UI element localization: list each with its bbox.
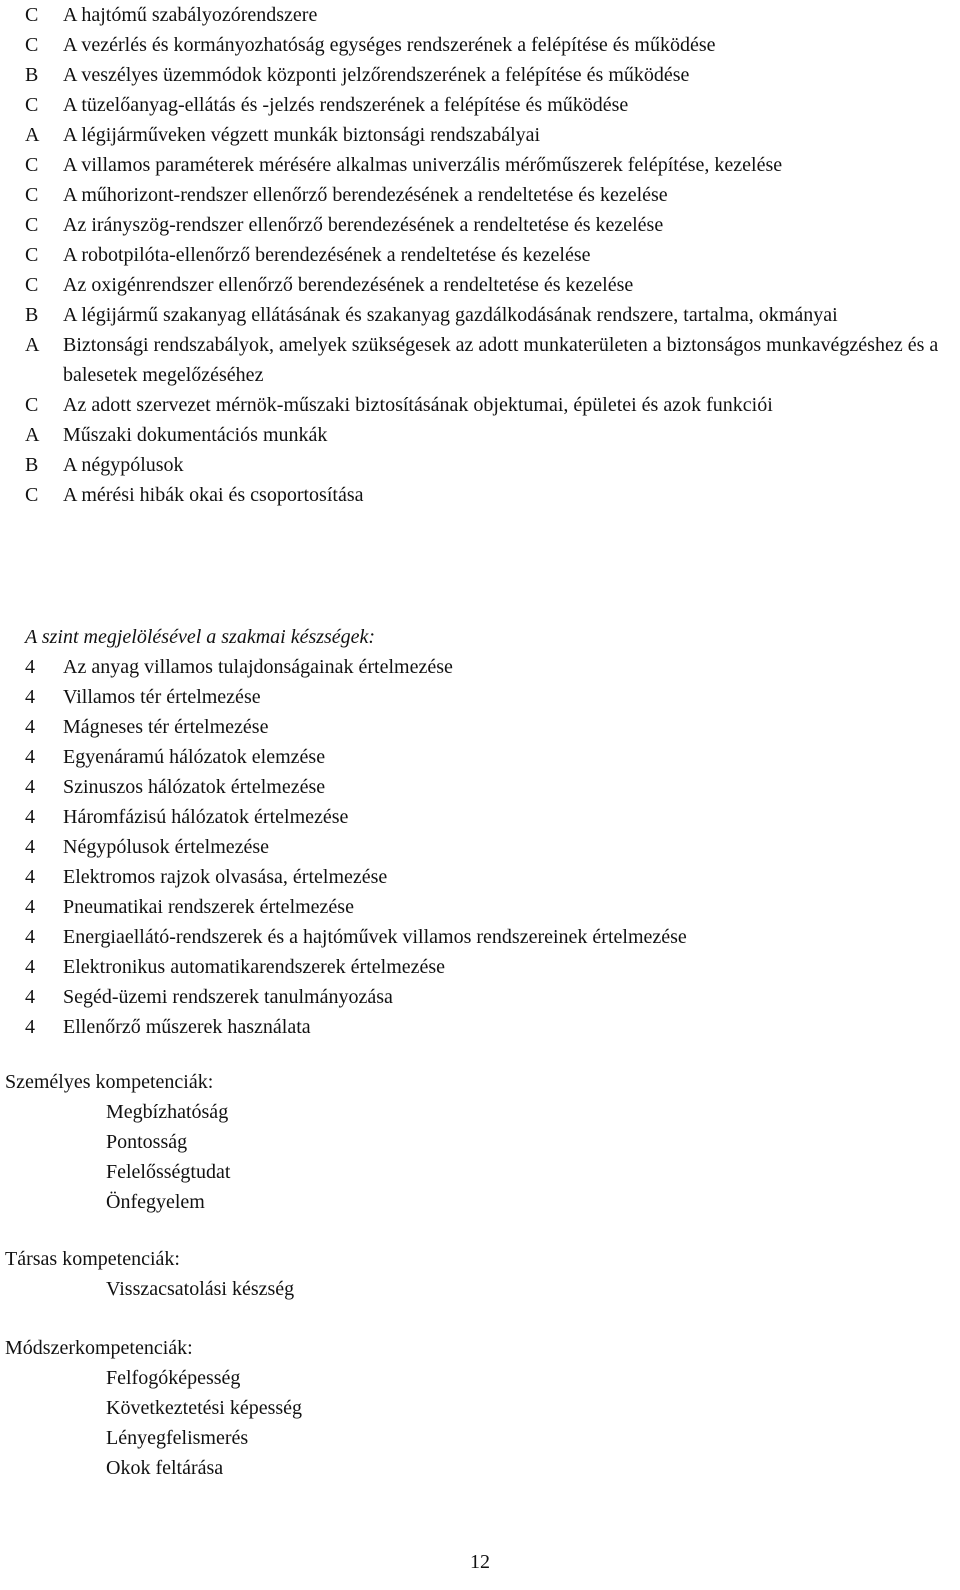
skill-level: 4 [25, 716, 35, 738]
skill-text: Elektromos rajzok olvasása, értelmezése [63, 866, 388, 888]
knowledge-item [0, 330, 960, 390]
knowledge-level: C [25, 214, 39, 236]
skills-heading: A szint megjelölésével a szakmai készségek: [25, 626, 376, 648]
skill-item [0, 682, 960, 712]
competency-item: Pontosság [106, 1131, 188, 1153]
skill-level: 4 [25, 686, 35, 708]
skill-text: Pneumatikai rendszerek értelmezése [63, 896, 354, 918]
skill-level: 4 [25, 836, 35, 858]
skill-level: 4 [25, 986, 35, 1008]
knowledge-text: Biztonsági rendszabályok, amelyek szükségesek az adott munkaterületen a biztonságos munkavégzéshez és a balesetek megelőzéséhez [63, 334, 939, 386]
skill-item [0, 832, 960, 862]
skill-text: Energiaellátó-rendszerek és a hajtóművek villamos rendszereinek értelmezése [63, 926, 687, 948]
knowledge-item [0, 210, 960, 240]
knowledge-text: A légijárműveken végzett munkák biztonsági rendszabályai [63, 124, 541, 146]
social-competencies-heading: Társas kompetenciák: [5, 1248, 180, 1270]
knowledge-item [0, 300, 960, 330]
knowledge-item [0, 480, 960, 510]
skill-level: 4 [25, 746, 35, 768]
knowledge-item [0, 120, 960, 150]
competency-item: Felfogóképesség [106, 1367, 241, 1389]
skill-item [0, 892, 960, 922]
knowledge-level: C [25, 4, 39, 26]
knowledge-text: A hajtómű szabályozórendszere [63, 4, 318, 26]
skill-item [0, 802, 960, 832]
knowledge-text: A villamos paraméterek mérésére alkalmas univerzális mérőműszerek felépítése, kezelése [63, 154, 783, 176]
skill-level: 4 [25, 806, 35, 828]
knowledge-level: C [25, 34, 39, 56]
skill-level: 4 [25, 1016, 35, 1038]
knowledge-text: Az oxigénrendszer ellenőrző berendezésének a rendeltetése és kezelése [63, 274, 634, 296]
knowledge-level: C [25, 394, 39, 416]
competency-item: Lényegfelismerés [106, 1427, 249, 1449]
knowledge-level: C [25, 94, 39, 116]
skill-level: 4 [25, 656, 35, 678]
skill-level: 4 [25, 926, 35, 948]
skills-list [0, 652, 960, 1042]
knowledge-item [0, 30, 960, 60]
method-competencies [5, 1333, 945, 1483]
knowledge-item [0, 420, 960, 450]
skill-item [0, 652, 960, 682]
skill-item [0, 982, 960, 1012]
knowledge-item [0, 150, 960, 180]
competency-item: Következtetési képesség [106, 1397, 303, 1419]
skill-level: 4 [25, 956, 35, 978]
competency-item: Okok feltárása [106, 1457, 224, 1479]
personal-competencies [5, 1067, 945, 1217]
skill-item [0, 712, 960, 742]
page-number: 12 [470, 1551, 490, 1573]
competency-item: Felelősségtudat [106, 1161, 231, 1183]
knowledge-text: A veszélyes üzemmódok központi jelzőrendszerének a felépítése és működése [63, 64, 690, 86]
knowledge-level: A [25, 124, 40, 146]
skill-level: 4 [25, 866, 35, 888]
skill-text: Villamos tér értelmezése [63, 686, 261, 708]
knowledge-item [0, 90, 960, 120]
knowledge-text: A légijármű szakanyag ellátásának és szakanyag gazdálkodásának rendszere, tartalma, okmányai [63, 304, 838, 326]
skill-text: Az anyag villamos tulajdonságainak értelmezése [63, 656, 453, 678]
knowledge-item [0, 450, 960, 480]
skill-text: Ellenőrző műszerek használata [63, 1016, 311, 1038]
knowledge-text: A négypólusok [63, 454, 184, 476]
knowledge-text: Az irányszög-rendszer ellenőrző berendezésének a rendeltetése és kezelése [63, 214, 664, 236]
knowledge-text: A mérési hibák okai és csoportosítása [63, 484, 364, 506]
knowledge-text: A tüzelőanyag-ellátás és -jelzés rendszerének a felépítése és működése [63, 94, 629, 116]
knowledge-level: C [25, 184, 39, 206]
skill-item [0, 922, 960, 952]
knowledge-level: C [25, 154, 39, 176]
knowledge-level: A [25, 424, 40, 446]
knowledge-level: C [25, 244, 39, 266]
knowledge-list [0, 0, 960, 510]
knowledge-item [0, 390, 960, 420]
skill-text: Szinuszos hálózatok értelmezése [63, 776, 326, 798]
skill-level: 4 [25, 896, 35, 918]
skill-text: Segéd-üzemi rendszerek tanulmányozása [63, 986, 393, 1008]
knowledge-text: A robotpilóta-ellenőrző berendezésének a rendeltetése és kezelése [63, 244, 591, 266]
knowledge-item [0, 270, 960, 300]
knowledge-text: A műhorizont-rendszer ellenőrző berendezésének a rendeltetése és kezelése [63, 184, 668, 206]
skill-text: Elektronikus automatikarendszerek értelmezése [63, 956, 446, 978]
competency-item: Önfegyelem [106, 1191, 205, 1213]
knowledge-level: B [25, 64, 39, 86]
knowledge-item [0, 60, 960, 90]
knowledge-level: A [25, 334, 40, 356]
skill-item [0, 1012, 960, 1042]
skill-text: Egyenáramú hálózatok elemzése [63, 746, 326, 768]
knowledge-level: B [25, 454, 39, 476]
knowledge-level: C [25, 274, 39, 296]
social-competencies [5, 1244, 945, 1304]
skill-text: Háromfázisú hálózatok értelmezése [63, 806, 349, 828]
knowledge-text: Az adott szervezet mérnök-műszaki biztosításának objektumai, épületei és azok funkciói [63, 394, 773, 416]
skill-item [0, 862, 960, 892]
knowledge-text: A vezérlés és kormányozhatóság egységes rendszerének a felépítése és működése [63, 34, 716, 56]
competency-item: Visszacsatolási készség [106, 1278, 295, 1300]
method-competencies-heading: Módszerkompetenciák: [5, 1337, 193, 1359]
knowledge-item [0, 180, 960, 210]
knowledge-item [0, 240, 960, 270]
personal-competencies-heading: Személyes kompetenciák: [5, 1071, 214, 1093]
skill-level: 4 [25, 776, 35, 798]
skill-item [0, 742, 960, 772]
skill-item [0, 772, 960, 802]
skill-text: Mágneses tér értelmezése [63, 716, 269, 738]
skill-text: Négypólusok értelmezése [63, 836, 270, 858]
knowledge-level: C [25, 484, 39, 506]
knowledge-item [0, 0, 960, 30]
knowledge-level: B [25, 304, 39, 326]
knowledge-text: Műszaki dokumentációs munkák [63, 424, 328, 446]
competency-item: Megbízhatóság [106, 1101, 229, 1123]
skill-item [0, 952, 960, 982]
